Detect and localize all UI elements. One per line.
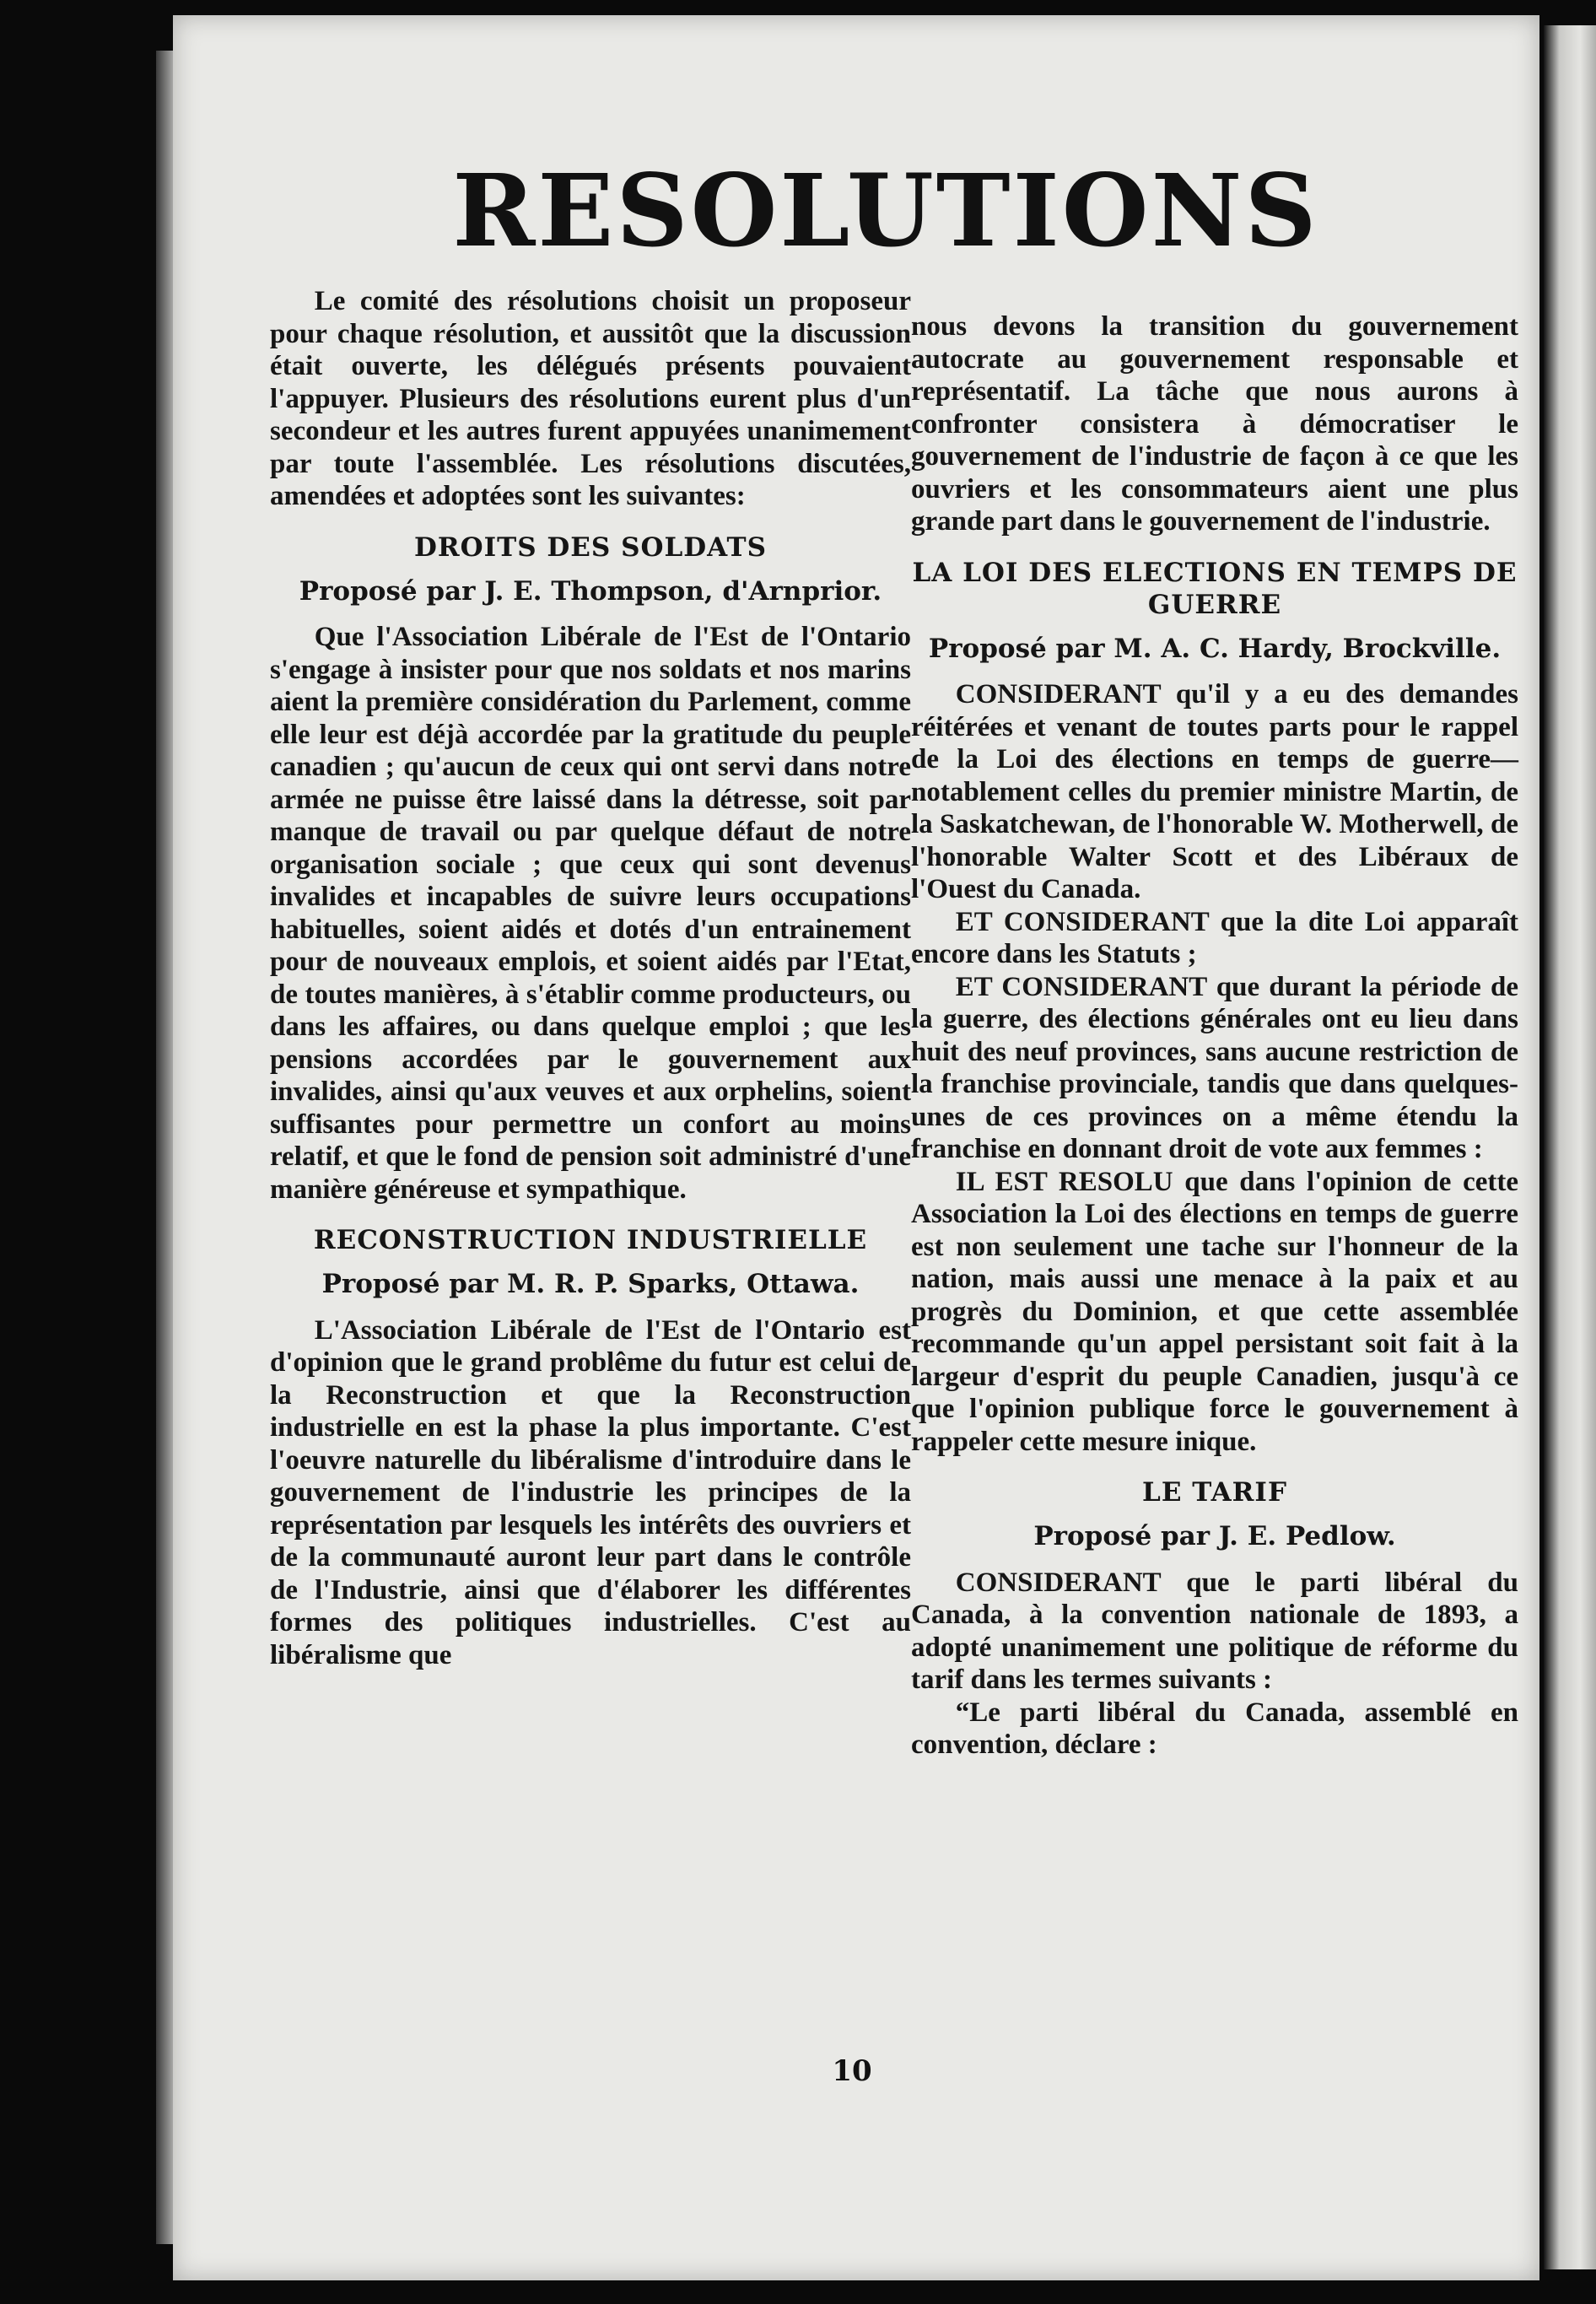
section-paragraph: ET CONSIDERANT que durant la période de la guerre, des élections générales ont eu lieu dans huit des neuf provinces, sans aucune restriction de la franchise provinciale, tandis que dans quelques-unes de ces provinces on a même étendu la franchise en donnant droit de vote aux femmes : xyxy=(911,971,1518,1164)
intro-paragraph: Le comité des résolutions choisit un proposeur pour chaque résolution, et aussitôt que la discussion était ouverte, les délégués présents pouvaient l'appuyer. Plusieurs des résolutions eurent plus d'un secondeur et les autres furent appuyées unanimement par toute l'assemblée. Les résolutions discutées, amendées et adoptées sont les suivantes: xyxy=(270,286,911,511)
next-page-edge xyxy=(1544,25,1596,2269)
section-paragraph: L'Association Libérale de l'Est de l'Ontario est d'opinion que le grand problême du futur est celui de la Reconstruction et que la Reconstruction industrielle en est la phase la plus importante. C'est l'oeuvre naturelle du libéralisme d'introduire dans le gouvernement de l'industrie les principes de la représentation par lesquels les intérêts des ouvriers et de la communauté auront leur part dans le contrôle de l'Industrie, ainsi que d'élaborer les différentes formes des politiques industrielles. C'est au libéralisme que xyxy=(270,1314,911,1670)
section-paragraph: ET CONSIDERANT que la dite Loi apparaît encore dans les Statuts ; xyxy=(911,906,1518,969)
section-proposer: Proposé par J. E. Pedlow. xyxy=(1033,1521,1396,1551)
section-proposer: Proposé par J. E. Thompson, d'Arnprior. xyxy=(299,575,882,607)
section-paragraph: IL EST RESOLU que dans l'opinion de cette Association la Loi des élections en temps de guerre est non seulement une tache sur l'honneur de la nation, mais aussi une menace à la paix et au progrès du Dominion, et que cette assemblée recommande qu'un appel persistant soit fait à la largeur d'esprit du peuple Canadien, jusqu'à ce que l'opinion publique force le gouvernement à rappeler cette mesure inique. xyxy=(911,1166,1518,1457)
section-heading-droits-des-soldats: DROITS DES SOLDATS xyxy=(414,531,767,563)
section-proposer: Proposé par M. A. C. Hardy, Brockville. xyxy=(928,633,1502,664)
section-paragraph: Que l'Association Libérale de l'Est de l'Ontario s'engage à insister pour que nos soldats et nos marins aient la première considération du Parlement, comme elle leur est déjà accordée par la gratitude du peuple canadien ; qu'aucun de ceux qui ont servi dans notre armée ne puisse être laissé dans la détresse, soit par manque de travail ou par quelque défaut de notre organisation sociale ; que ceux qui sont devenus invalides et incapables de suivre leurs occupations habituelles, soient aidés et dotés d'un entrainement pour de nouveaux emplois, et soient aidés par l'Etat, de toutes manières, à s'établir comme producteurs, ou dans les affaires, ou dans quelque emploi ; que les pensions accordées par le gouvernement aux invalides, ainsi qu'aux veuves et aux orphelins, soient suffisantes pour permettre un confort au moins relatif, et que le fond de pension soit administré d'une manière généreuse et sympathique. xyxy=(270,622,911,1205)
right-column xyxy=(911,310,1518,1762)
section-paragraph: CONSIDERANT que le parti libéral du Canada, à la convention nationale de 1893, a adopté unanimement une politique de réforme du tarif dans les termes suivants : xyxy=(911,1567,1518,1695)
section-heading-le-tarif: LE TARIF xyxy=(1142,1477,1287,1508)
section-paragraph: CONSIDERANT qu'il y a eu des demandes réitérées et venant de toutes parts pour le rappel de la Loi des élections en temps de guerre—notablement celles du premier ministre Martin, de la Saskatchewan, de l'honorable W. Motherwell, de l'honorable Walter Scott et des Libéraux de l'Ouest du Canada. xyxy=(911,679,1518,904)
section-proposer: Proposé par M. R. P. Sparks, Ottawa. xyxy=(321,1269,860,1299)
left-column xyxy=(270,285,911,1671)
section-paragraph: “Le parti libéral du Canada, assemblé en convention, déclare : xyxy=(911,1697,1518,1760)
continuation-paragraph: nous devons la transition du gouvernement autocrate au gouvernement responsable et représentatif. La tâche que nous aurons à confronter consistera à démocratiser le gouvernement de l'industrie de façon à ce que les ouvriers et les consommateurs aient une plus grande part dans le gouvernement de l'industrie. xyxy=(911,311,1518,537)
page-number: 10 xyxy=(832,2054,872,2088)
section-heading-reconstruction-industrielle: RECONSTRUCTION INDUSTRIELLE xyxy=(313,1225,868,1255)
section-heading-loi-des-elections: LA LOI DES ELECTIONS EN TEMPS DE GUERRE xyxy=(912,557,1518,620)
page-title: RESOLUTIONS xyxy=(452,152,1319,269)
